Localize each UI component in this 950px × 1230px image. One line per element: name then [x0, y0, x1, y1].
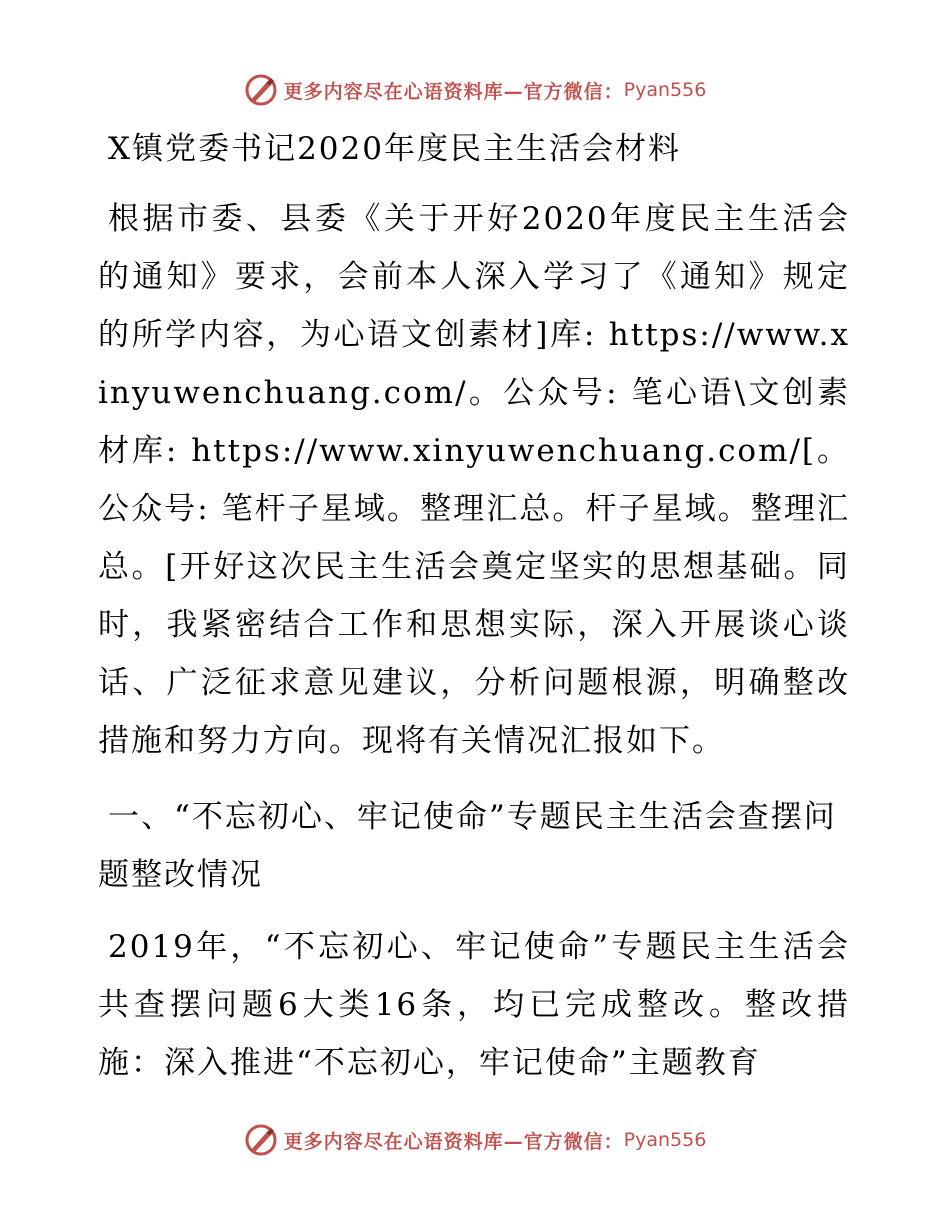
document-body	[98, 122, 850, 1092]
paragraph: 2019年，“不忘初心、牢记使命”专题民主生活会共查摆问题6大类16条，均已完成整改。整改措施：深入推进“不忘初心，牢记使命”主题教育	[98, 929, 850, 1081]
header-banner	[0, 70, 950, 110]
pen-circle-logo-icon	[244, 1123, 278, 1157]
wechat-id: Pyan556	[623, 1129, 707, 1151]
paragraph: 根据市委、县委《关于开好2020年度民主生活会的通知》要求，会前本人深入学习了《通知》规定的所学内容，为心语文创素材]库: https://www.xinyuwenchuang.com/。公众号: 笔心语\文创素材库: https://www.xinyuwenchuang.com/[。公众号: 笔杆子星域。整理汇总。杆子星域。整理汇总。[开好这次民主生活会奠定坚实的思想基础。同时，我紧密结合工作和思想实际，深入开展谈心谈话、广泛征求意见建议，分析问题根源，明确整改措施和努力方向。现将有关情况汇报如下。	[98, 201, 850, 759]
footer-banner	[0, 1120, 950, 1160]
banner-text: 更多内容尽在心语资料库—官方微信：	[283, 1130, 624, 1153]
document-title: X镇党委书记2020年度民主生活会材料	[108, 131, 681, 167]
wechat-id: Pyan556	[623, 79, 707, 101]
banner-text: 更多内容尽在心语资料库—官方微信：	[283, 80, 624, 103]
pen-circle-logo-icon	[244, 73, 278, 107]
section-heading: 一、“不忘初心、牢记使命”专题民主生活会查摆问题整改情况	[98, 799, 837, 893]
